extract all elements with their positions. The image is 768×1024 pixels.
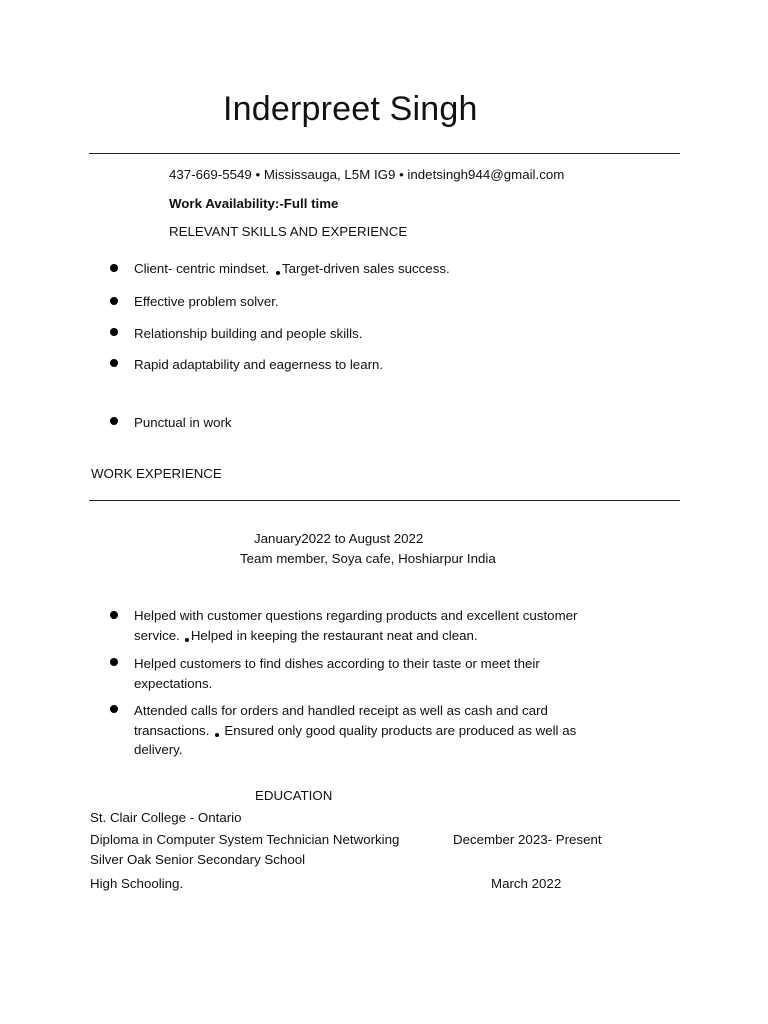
college-name: St. Clair College - Ontario [90, 810, 242, 825]
job-role: Team member, Soya cafe, Hoshiarpur India [240, 551, 496, 566]
skill-item: Relationship building and people skills. [134, 326, 363, 341]
bullet-icon [110, 359, 118, 367]
education-heading: EDUCATION [255, 788, 333, 803]
skills-heading: RELEVANT SKILLS AND EXPERIENCE [169, 224, 408, 239]
bullet-icon [215, 733, 219, 737]
bullet-icon [110, 264, 118, 272]
skill-item: Effective problem solver. [134, 294, 279, 309]
work-text: Helped with customer questions regarding products and excellent customer service. [134, 608, 578, 643]
bullet-icon [110, 658, 118, 666]
work-text: Attended calls for orders and handled receipt as well as cash and card transactions. [134, 703, 548, 738]
bullet-icon [185, 638, 189, 642]
work-item [134, 606, 614, 645]
diploma-dates: December 2023- Present [453, 832, 602, 847]
skill-item [134, 259, 614, 279]
skill-item: Rapid adaptability and eagerness to learn. [134, 357, 384, 372]
work-text: Helped in keeping the restaurant neat and clean. [190, 627, 478, 643]
work-item [134, 701, 614, 760]
schooling-date: March 2022 [491, 876, 562, 891]
work-availability: Work Availability:-Full time [169, 196, 339, 211]
work-divider [89, 500, 680, 501]
candidate-name: Inderpreet Singh [223, 90, 478, 128]
work-heading: WORK EXPERIENCE [91, 466, 222, 481]
skill-text: Target-driven sales success. [281, 261, 450, 276]
job-dates: January2022 to August 2022 [254, 531, 424, 546]
school-name: Silver Oak Senior Secondary School [90, 852, 306, 867]
skill-text: Client- centric mindset. [134, 261, 270, 276]
skill-item: Punctual in work [134, 415, 232, 430]
header-divider [89, 153, 680, 154]
schooling-title: High Schooling. [90, 876, 184, 891]
bullet-icon [110, 705, 118, 713]
bullet-icon [110, 417, 118, 425]
contact-line: 437-669-5549 • Mississauga, L5M IG9 • indetsingh944@gmail.com [169, 167, 565, 182]
work-text: Ensured only good quality products are produced as well as delivery. [134, 722, 577, 757]
bullet-icon [276, 271, 280, 275]
diploma-title: Diploma in Computer System Technician Networking [90, 832, 400, 847]
bullet-icon [110, 611, 118, 619]
bullet-icon [110, 328, 118, 336]
bullet-icon [110, 297, 118, 305]
work-item: Helped customers to find dishes according to their taste or meet their expectations. [134, 656, 540, 691]
